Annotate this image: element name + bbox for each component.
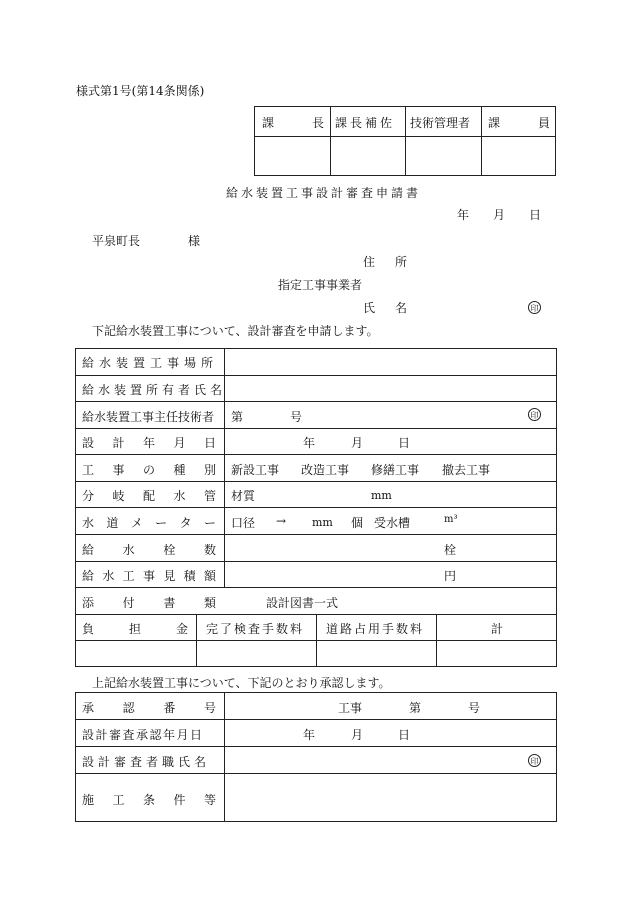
- design-date-day: 日: [398, 436, 411, 450]
- name-label: 氏 名: [363, 301, 412, 315]
- meter-arrow: →: [276, 514, 287, 528]
- addressee-name: 平泉町長: [92, 234, 141, 248]
- label-meter: 水 道 メ ー タ ー: [82, 516, 216, 530]
- work-type-repair: 修繕工事: [371, 463, 420, 477]
- meter-tank: 受水槽: [374, 516, 411, 530]
- work-type-remove: 撤去工事: [442, 463, 491, 477]
- label-branch: 分 岐 配 水 管: [82, 489, 216, 503]
- approval-date-month: 月: [351, 728, 364, 742]
- branch-mm: mm: [371, 489, 392, 502]
- company-label: 指定工事事業者: [278, 278, 363, 292]
- label-approval-number: 承 認 番 号: [82, 701, 216, 715]
- meter-bore: 口径: [231, 516, 256, 530]
- label-chief: 給水装置工事主任技術者: [82, 410, 215, 424]
- date-day: 日: [529, 208, 542, 222]
- approval-header-kacho-2: 長: [312, 116, 325, 130]
- approval-date-year: 年: [303, 728, 316, 742]
- fee-total: 計: [491, 622, 504, 636]
- design-date-year: 年: [303, 436, 316, 450]
- addressee-honorific: 様: [188, 234, 201, 248]
- meter-m3: m³: [444, 514, 458, 525]
- approval-header-hosa: 課長補佐: [335, 116, 396, 130]
- seal-mark-reviewer: 印: [528, 754, 541, 767]
- approve-text: 上記給水装置工事について、下記のとおり承認します。: [92, 676, 391, 690]
- seal-mark-chief: 印: [528, 408, 541, 421]
- branch-material: 材質: [231, 489, 256, 503]
- label-burden: 負 担 金: [82, 622, 188, 636]
- document-title: 給水装置工事設計審査申請書: [226, 186, 422, 200]
- taps-unit: 栓: [444, 543, 457, 557]
- label-conditions: 施 工 条 件 等: [82, 793, 216, 807]
- label-taps: 給 水 栓 数: [82, 543, 216, 557]
- approval-header-kain-2: 員: [538, 116, 551, 130]
- label-work-type: 工 事 の 種 別: [82, 463, 216, 477]
- approval-header-kacho-1: 課: [262, 116, 275, 130]
- attachments-value: 設計図書一式: [266, 596, 339, 610]
- label-estimate: 給 水 工 事 見 積 額: [82, 569, 216, 583]
- meter-count: 個: [351, 516, 364, 530]
- chief-no-suffix: 号: [290, 410, 303, 424]
- label-attachments: 添 付 書 類: [82, 596, 216, 610]
- approval-number-dai: 第: [409, 701, 422, 715]
- date-month: 月: [493, 208, 506, 222]
- approval-header-kain-1: 課: [488, 116, 501, 130]
- seal-mark-applicant: 印: [528, 301, 541, 314]
- meter-mm: mm: [312, 516, 333, 529]
- design-date-month: 月: [351, 436, 364, 450]
- chief-no-prefix: 第: [231, 410, 244, 424]
- date-year: 年: [457, 208, 470, 222]
- approval-number-go: 号: [468, 701, 481, 715]
- form-number: 様式第1号(第14条関係): [76, 84, 205, 98]
- estimate-unit: 円: [444, 569, 457, 583]
- approval-header-gijutsu: 技術管理者: [410, 116, 471, 130]
- address-label: 住 所: [363, 255, 412, 269]
- approval-number-work: 工事: [338, 701, 363, 715]
- label-design-date: 設 計 年 月 日: [82, 436, 216, 450]
- fee-road: 道路占用手数料: [326, 622, 425, 636]
- fee-inspection: 完了検査手数料: [206, 622, 305, 636]
- label-owner: 給水装置所有者氏名: [82, 383, 227, 397]
- work-type-modify: 改造工事: [301, 463, 350, 477]
- request-text: 下記給水装置工事について、設計審査を申請します。: [92, 324, 379, 338]
- label-location: 給水装置工事場所: [82, 356, 219, 370]
- label-reviewer: 設計審査者職氏名: [82, 755, 211, 769]
- approval-date-day: 日: [398, 728, 411, 742]
- work-type-new: 新設工事: [231, 463, 280, 477]
- label-approval-date: 設計審査承認年月日: [82, 728, 204, 742]
